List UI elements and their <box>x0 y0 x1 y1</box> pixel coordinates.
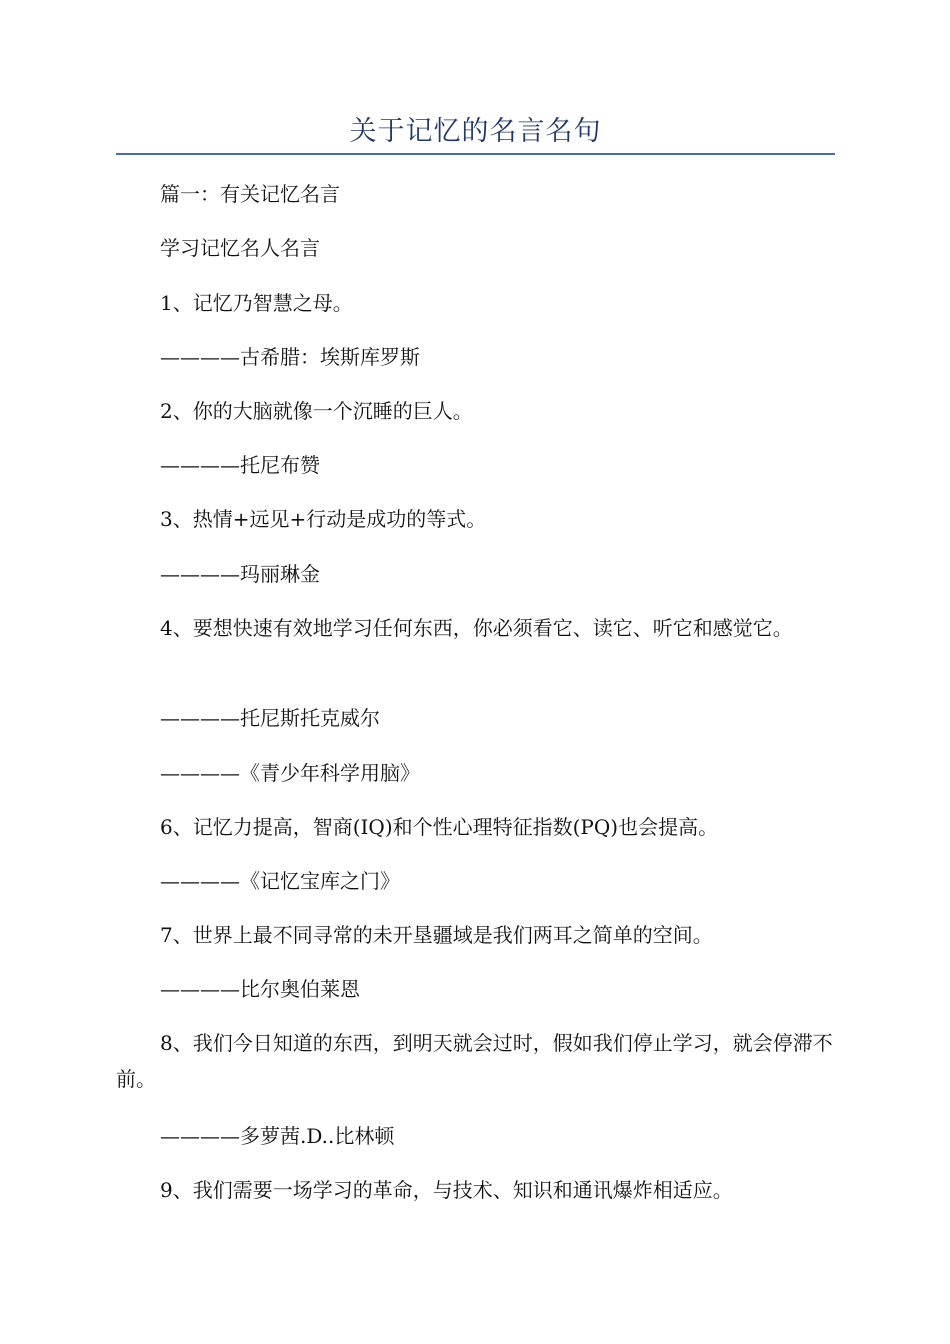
quote-attribution: ————多萝茜.D..比林顿 <box>160 1124 395 1148</box>
quote-text: 3、热情+远见+行动是成功的等式。 <box>160 507 487 531</box>
quote-text: 6、记忆力提高，智商(IQ)和个性心理特征指数(PQ)也会提高。 <box>160 815 719 839</box>
subheading: 学习记忆名人名言 <box>160 236 320 260</box>
quote-text: 8、我们今日知道的东西，到明天就会过时，假如我们停止学习，就会停滞不前。 <box>116 1031 833 1091</box>
quote-attribution: ————玛丽琳金 <box>160 562 320 586</box>
quote-source: ————《青少年科学用脑》 <box>160 761 420 785</box>
quote-text: 2、你的大脑就像一个沉睡的巨人。 <box>160 399 473 423</box>
quote-source: ————《记忆宝库之门》 <box>160 869 400 893</box>
quote-attribution: ————古希腊：埃斯库罗斯 <box>160 345 420 369</box>
quote-attribution: ————托尼布赞 <box>160 453 320 477</box>
title-underline <box>116 153 835 155</box>
quote-text: 9、我们需要一场学习的革命，与技术、知识和通讯爆炸相适应。 <box>160 1178 733 1202</box>
section-heading: 篇一：有关记忆名言 <box>160 182 340 206</box>
quote-attribution: ————托尼斯托克威尔 <box>160 706 380 730</box>
quote-text: 1、记忆乃智慧之母。 <box>160 291 353 315</box>
quote-text: 4、要想快速有效地学习任何东西，你必须看它、读它、听它和感觉它。 <box>160 616 793 640</box>
quote-text: 7、世界上最不同寻常的未开垦疆域是我们两耳之简单的空间。 <box>160 923 713 947</box>
document-title: 关于记忆的名言名句 <box>349 116 602 147</box>
quote-attribution: ————比尔奥伯莱恩 <box>160 977 360 1001</box>
